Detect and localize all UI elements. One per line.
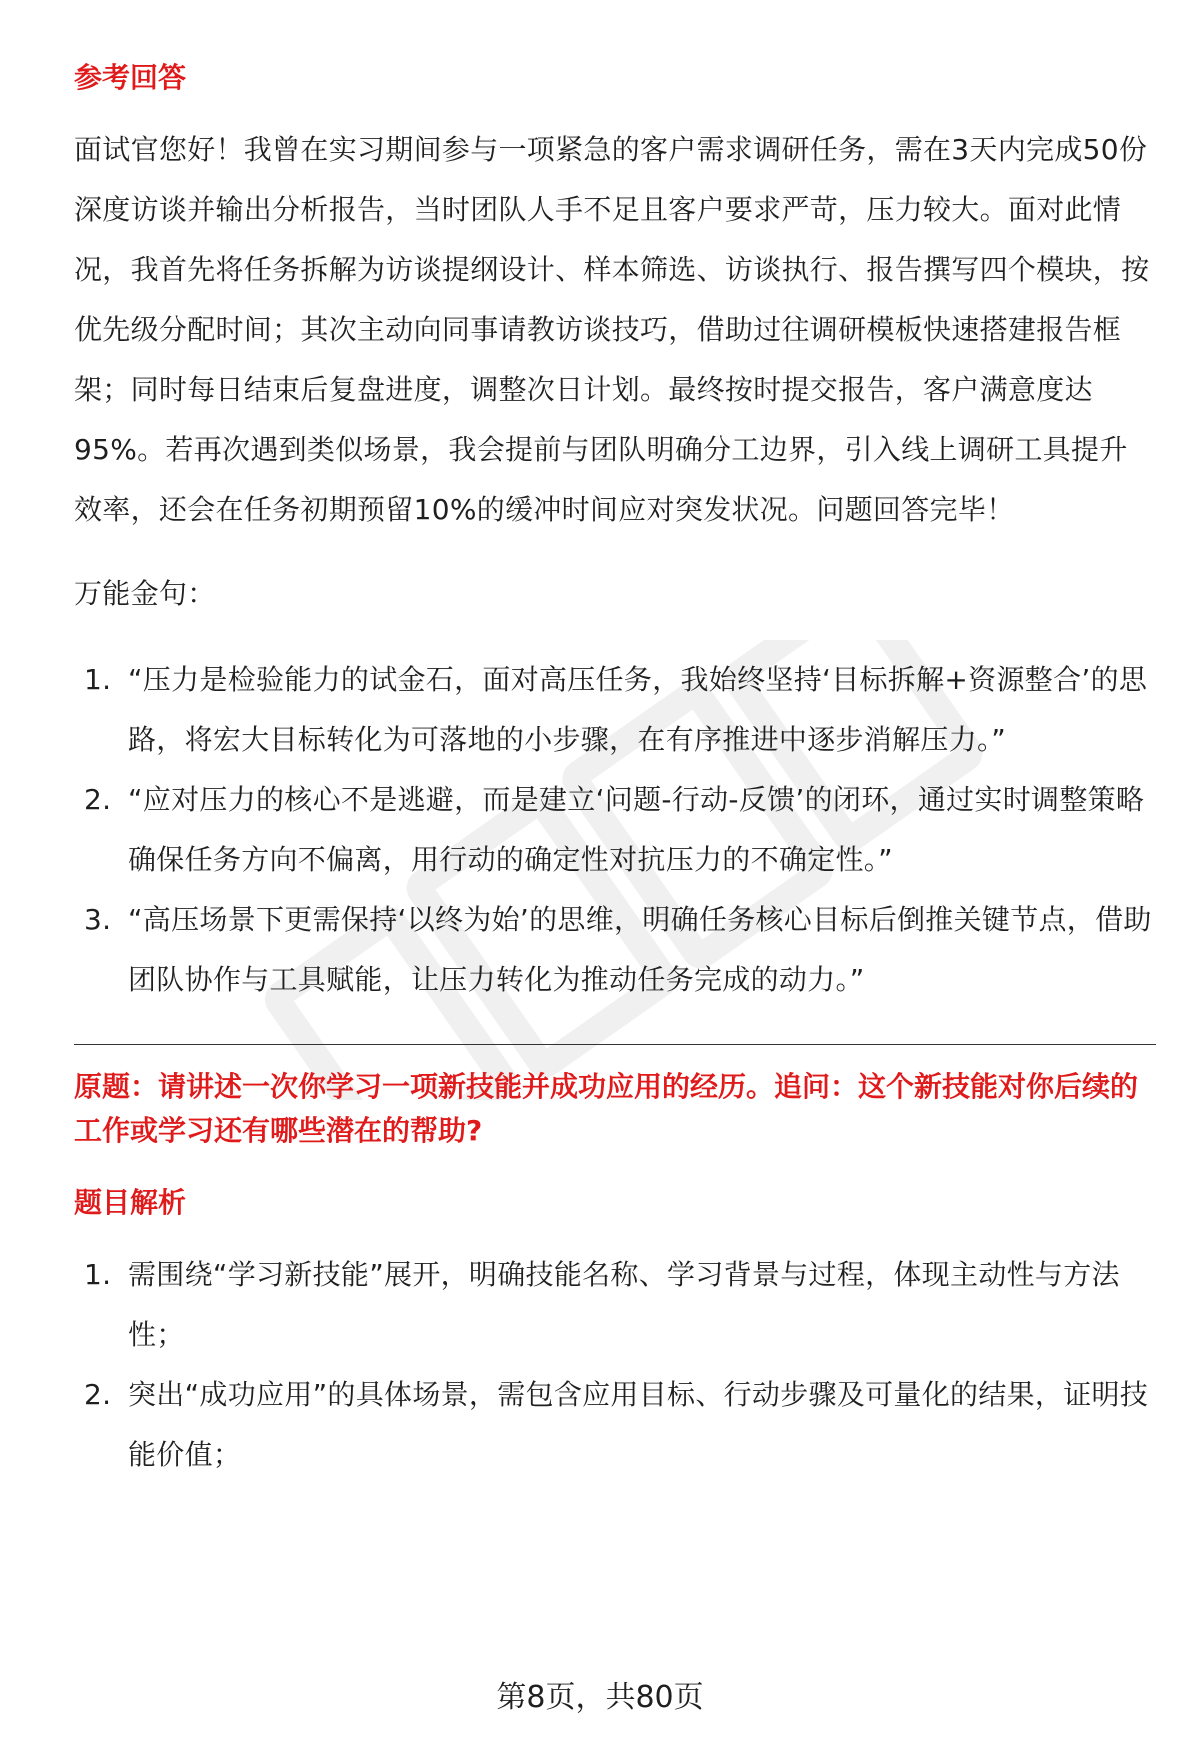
golden-quote-text: “应对压力的核心不是逃避，而是建立‘问题-行动-反馈’的闭环，通过实时调整策略确保任务方向不偏离，用行动的确定性对抗压力的不确定性。” xyxy=(128,783,1145,876)
list-number: 2. xyxy=(84,1378,112,1411)
analysis-heading: 题目解析 xyxy=(74,1186,187,1219)
list-number: 1. xyxy=(84,663,112,696)
analysis-point-item xyxy=(74,1245,1154,1365)
list-number: 1. xyxy=(84,1258,112,1291)
golden-quote-item xyxy=(74,650,1154,770)
analysis-points-list xyxy=(74,1245,1154,1485)
analysis-point-text: 需围绕“学习新技能”展开，明确技能名称、学习背景与过程，体现主动性与方法性； xyxy=(128,1258,1120,1351)
section-divider xyxy=(74,1044,1156,1045)
reference-answer-text: 面试官您好！我曾在实习期间参与一项紧急的客户需求调研任务，需在3天内完成50份深度访谈并输出分析报告，当时团队人手不足且客户要求严苛，压力较大。面对此情况，我首先将任务拆解为访谈提纲设计、样本筛选、访谈执行、报告撰写四个模块，按优先级分配时间；其次主动向同事请教访谈技巧，借助过往调研模板快速搭建报告框架；同时每日结束后复盘进度，调整次日计划。最终按时提交报告，客户满意度达95%。若再次遇到类似场景，我会提前与团队明确分工边界，引入线上调研工具提升效率，还会在任务初期预留10%的缓冲时间应对突发状况。问题回答完毕！ xyxy=(74,133,1150,526)
analysis-point-text: 突出“成功应用”的具体场景，需包含应用目标、行动步骤及可量化的结果，证明技能价值； xyxy=(128,1378,1149,1471)
golden-quotes-label: 万能金句： xyxy=(74,577,216,610)
page-footer: 第8页，共80页 xyxy=(496,1680,704,1715)
list-number: 3. xyxy=(84,903,112,936)
reference-answer-heading: 参考回答 xyxy=(74,61,187,94)
analysis-point-item xyxy=(74,1365,1154,1485)
golden-quote-text: “压力是检验能力的试金石，面对高压任务，我始终坚持‘目标拆解+资源整合’的思路，将宏大目标转化为可落地的小步骤，在有序推进中逐步消解压力。” xyxy=(128,663,1148,756)
original-question-title: 原题：请讲述一次你学习一项新技能并成功应用的经历。追问：这个新技能对你后续的工作或学习还有哪些潜在的帮助? xyxy=(74,1070,1139,1147)
golden-quote-text: “高压场景下更需保持‘以终为始’的思维，明确任务核心目标后倒推关键节点，借助团队协作与工具赋能，让压力转化为推动任务完成的动力。” xyxy=(128,903,1152,996)
golden-quotes-list xyxy=(74,650,1154,1010)
golden-quote-item xyxy=(74,890,1154,1010)
list-number: 2. xyxy=(84,783,112,816)
golden-quote-item xyxy=(74,770,1154,890)
main-content xyxy=(74,58,1154,1485)
